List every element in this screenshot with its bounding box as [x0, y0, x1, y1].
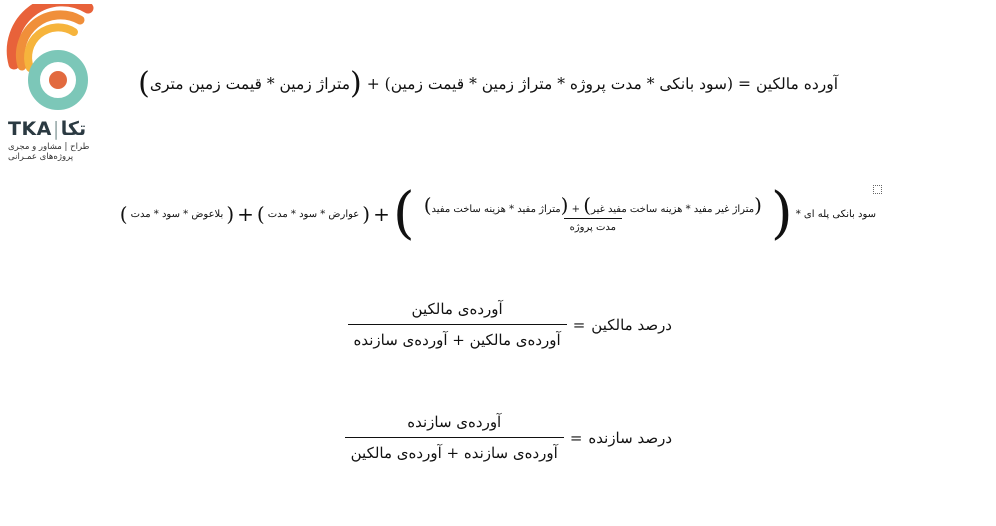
formula-lhs: درصد مالکین — [591, 315, 672, 334]
fraction-denominator: مدت پروژه — [564, 218, 622, 233]
formula-term: سود بانکی * مدت پروژه * متراژ زمین * قیمت زمین — [390, 75, 728, 93]
logo-text — [8, 118, 98, 162]
plus-sign: + — [366, 75, 380, 93]
plus-sign: + — [237, 202, 254, 226]
formula-owner-percent — [348, 300, 673, 349]
formula-builder-percent — [345, 413, 672, 462]
plus-sign: + — [373, 202, 390, 226]
logo-mark-icon — [6, 4, 98, 116]
fraction — [418, 195, 768, 233]
logo-tagline-2: پروژه‌های عمـرانی — [8, 152, 74, 162]
logo-tagline: طراح | مشاور و مجری — [8, 142, 90, 152]
brand-name: TKA|تکا — [8, 118, 87, 140]
fraction — [345, 413, 564, 462]
formula-lhs: آورده مالکین — [755, 75, 838, 93]
fraction-denominator: آورده‌ی مالکین + آورده‌ی سازنده — [348, 324, 567, 349]
formula-builder-contribution: سود بانکی پله ای * ( (متراژ غیر مفید * هزینه ساخت مفید غیر) + (متراژ مفید * هزینه ساخت مفید) مدت پروژه ) + ( عوارض * سود * مدت ) + ( بلاعوض * سود * مدت ) — [119, 181, 876, 246]
equals-sign: = — [569, 428, 583, 447]
fraction — [348, 300, 567, 349]
fraction-numerator: آورده‌ی سازنده — [407, 413, 502, 431]
formula-term: متراژ زمین * قیمت زمین متری — [149, 75, 351, 93]
formula-term: عوارض * سود * مدت — [267, 208, 360, 220]
formula-term: بلاعوض * سود * مدت — [130, 208, 224, 220]
fraction-numerator: (متراژ غیر مفید * هزینه ساخت مفید غیر) + (متراژ مفید * هزینه ساخت مفید) — [423, 193, 762, 217]
formula-lhs: درصد سازنده — [588, 428, 672, 447]
formula-lhs: سود بانکی پله ای * — [795, 208, 876, 220]
fraction-denominator: آورده‌ی سازنده + آورده‌ی مالکین — [345, 437, 564, 462]
formula-owner-contribution: آورده مالکین = (سود بانکی * مدت پروژه * متراژ زمین * قیمت زمین) + (متراژ زمین * قیمت زمین متری) — [138, 66, 838, 101]
fraction-numerator: آورده‌ی مالکین — [411, 300, 503, 318]
equals-sign: = — [738, 75, 752, 93]
equals-sign: = — [572, 315, 586, 334]
